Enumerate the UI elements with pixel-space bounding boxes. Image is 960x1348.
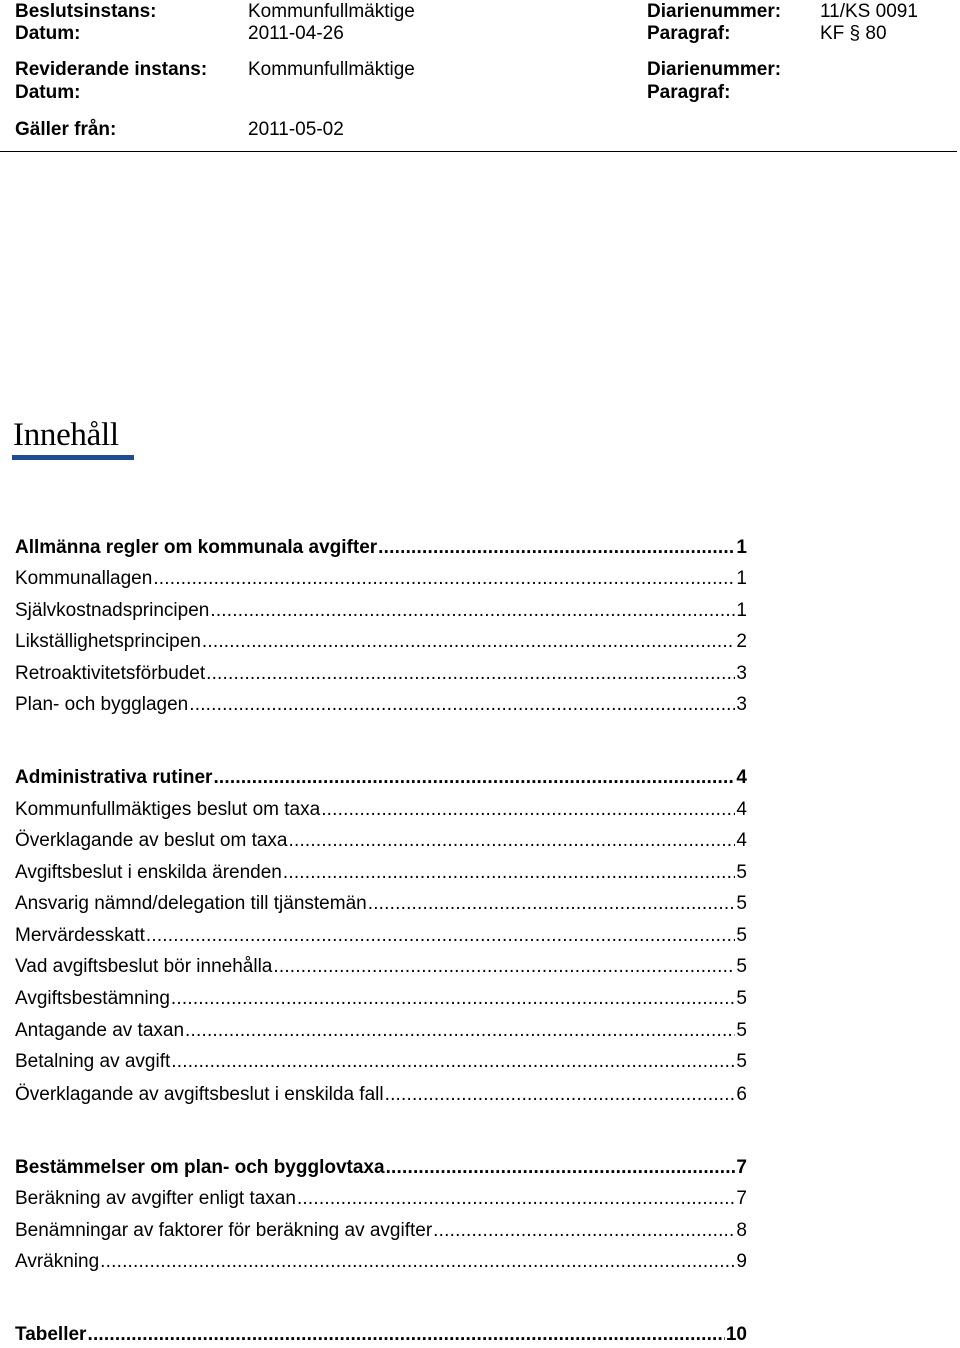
toc-entry-label: Administrativa rutiner (15, 767, 213, 788)
toc-dot-leader (185, 1018, 735, 1044)
toc-dot-leader (385, 1082, 736, 1108)
toc-dot-leader (368, 891, 736, 917)
toc-entry-label: Avgiftsbeslut i enskilda ärenden (15, 862, 282, 883)
toc-entry-page: 4 (736, 830, 747, 851)
toc-entry[interactable] (15, 1249, 747, 1275)
toc-entry-page: 1 (736, 600, 747, 621)
toc-entry-label: Bestämmelser om plan- och bygglovtaxa (15, 1157, 385, 1178)
toc-entry-label: Allmänna regler om kommunala avgifter (15, 537, 378, 558)
diarienummer-label: Diarienummer: (647, 1, 782, 22)
toc-entry-page: 5 (736, 1051, 747, 1072)
toc-entry-label: Avräkning (15, 1251, 100, 1272)
toc-entry[interactable] (15, 1322, 747, 1348)
toc-dot-leader (289, 828, 736, 854)
toc-dot-leader (171, 986, 736, 1012)
toc-dot-leader (87, 1322, 724, 1348)
toc-entry-label: Kommunfullmäktiges beslut om taxa (15, 799, 321, 820)
toc-entry[interactable] (15, 1049, 747, 1075)
toc-entry-label: Ansvarig nämnd/delegation till tjänstemän (15, 893, 367, 914)
reviderande-instans-value: Kommunfullmäktige (248, 59, 415, 80)
toc-entry-label: Likställighetsprincipen (15, 631, 201, 652)
toc-entry[interactable] (15, 986, 747, 1012)
toc-dot-leader (297, 1186, 735, 1212)
paragraf-revision-label: Paragraf: (647, 82, 731, 103)
toc-entry[interactable] (15, 923, 747, 949)
toc-entry-page: 5 (736, 988, 747, 1009)
toc-entry[interactable] (15, 954, 747, 980)
toc-dot-leader (210, 598, 735, 624)
paragraf-value: KF § 80 (820, 23, 887, 44)
toc-dot-leader (171, 1049, 735, 1075)
toc-entry-page: 2 (736, 631, 747, 652)
toc-entry-page: 5 (736, 956, 747, 977)
toc-entry[interactable] (15, 566, 747, 592)
header-divider (0, 151, 957, 152)
toc-title-underline (12, 455, 134, 460)
datum-revision-label: Datum: (15, 82, 81, 103)
toc-entry-label: Tabeller (15, 1324, 87, 1345)
toc-dot-leader (378, 535, 735, 561)
toc-entry[interactable] (15, 860, 747, 886)
toc-entry[interactable] (15, 1186, 747, 1212)
toc-dot-leader (206, 661, 735, 687)
toc-entry[interactable] (15, 1155, 747, 1181)
toc-entry[interactable] (15, 1218, 747, 1244)
toc-entry-page: 5 (736, 1020, 747, 1041)
toc-entry-page: 3 (736, 663, 747, 684)
toc-entry[interactable] (15, 828, 747, 854)
toc-entry-page: 6 (736, 1084, 747, 1105)
toc-entry[interactable] (15, 891, 747, 917)
toc-entry[interactable] (15, 797, 747, 823)
paragraf-label: Paragraf: (647, 23, 731, 44)
toc-entry[interactable] (15, 765, 747, 791)
toc-entry-label: Antagande av taxan (15, 1020, 185, 1041)
toc-dot-leader (433, 1218, 735, 1244)
toc-entry-page: 9 (736, 1251, 747, 1272)
toc-entry-page: 7 (736, 1188, 747, 1209)
toc-entry[interactable] (15, 692, 747, 718)
toc-entry[interactable] (15, 1082, 747, 1108)
toc-entry[interactable] (15, 661, 747, 687)
datum-value: 2011-04-26 (248, 23, 344, 44)
toc-dot-leader (189, 692, 735, 718)
toc-entry[interactable] (15, 535, 747, 561)
toc-dot-leader (100, 1249, 735, 1275)
toc-entry-page: 8 (736, 1220, 747, 1241)
toc-entry-label: Mervärdesskatt (15, 925, 145, 946)
toc-dot-leader (321, 797, 735, 823)
toc-entry[interactable] (15, 1018, 747, 1044)
toc-dot-leader (146, 923, 736, 949)
toc-entry-page: 1 (736, 537, 747, 558)
toc-dot-leader (273, 954, 735, 980)
toc-entry-label: Betalning av avgift (15, 1051, 171, 1072)
toc-entry-label: Överklagande av beslut om taxa (15, 830, 288, 851)
toc-dot-leader (386, 1155, 736, 1181)
toc-entry-page: 5 (736, 893, 747, 914)
galler-fran-value: 2011-05-02 (248, 119, 344, 140)
toc-entry-label: Retroaktivitetsförbudet (15, 663, 206, 684)
beslutsinstans-value: Kommunfullmäktige (248, 1, 415, 22)
toc-dot-leader (153, 566, 735, 592)
toc-dot-leader (213, 765, 735, 791)
toc-entry-label: Vad avgiftsbeslut bör innehålla (15, 956, 273, 977)
toc-entry-page: 4 (736, 799, 747, 820)
reviderande-instans-label: Reviderande instans: (15, 59, 208, 80)
toc-entry-label: Kommunallagen (15, 568, 153, 589)
toc-entry-label: Avgiftsbestämning (15, 988, 170, 1009)
toc-entry-page: 3 (736, 694, 747, 715)
diarienummer-revision-label: Diarienummer: (647, 59, 782, 80)
toc-entry-page: 5 (736, 925, 747, 946)
toc-entry-label: Plan- och bygglagen (15, 694, 189, 715)
toc-dot-leader (283, 860, 736, 886)
datum-label: Datum: (15, 23, 81, 44)
toc-title: Innehåll (13, 417, 119, 453)
toc-entry-label: Överklagande av avgiftsbeslut i enskilda fall (15, 1084, 384, 1105)
toc-entry-label: Beräkning av avgifter enligt taxan (15, 1188, 296, 1209)
toc-entry-label: Självkostnadsprincipen (15, 600, 210, 621)
toc-entry-page: 4 (736, 767, 747, 788)
toc-entry-page: 7 (736, 1157, 747, 1178)
galler-fran-label: Gäller från: (15, 119, 117, 140)
beslutsinstans-label: Beslutsinstans: (15, 1, 157, 22)
toc-entry[interactable] (15, 629, 747, 655)
toc-entry[interactable] (15, 598, 747, 624)
toc-entry-page: 10 (725, 1324, 747, 1345)
diarienummer-value: 11/KS 0091 (820, 1, 918, 22)
toc-dot-leader (202, 629, 736, 655)
toc-entry-label: Benämningar av faktorer för beräkning av avgifter (15, 1220, 433, 1241)
toc-entry-page: 1 (736, 568, 747, 589)
toc-entry-page: 5 (736, 862, 747, 883)
